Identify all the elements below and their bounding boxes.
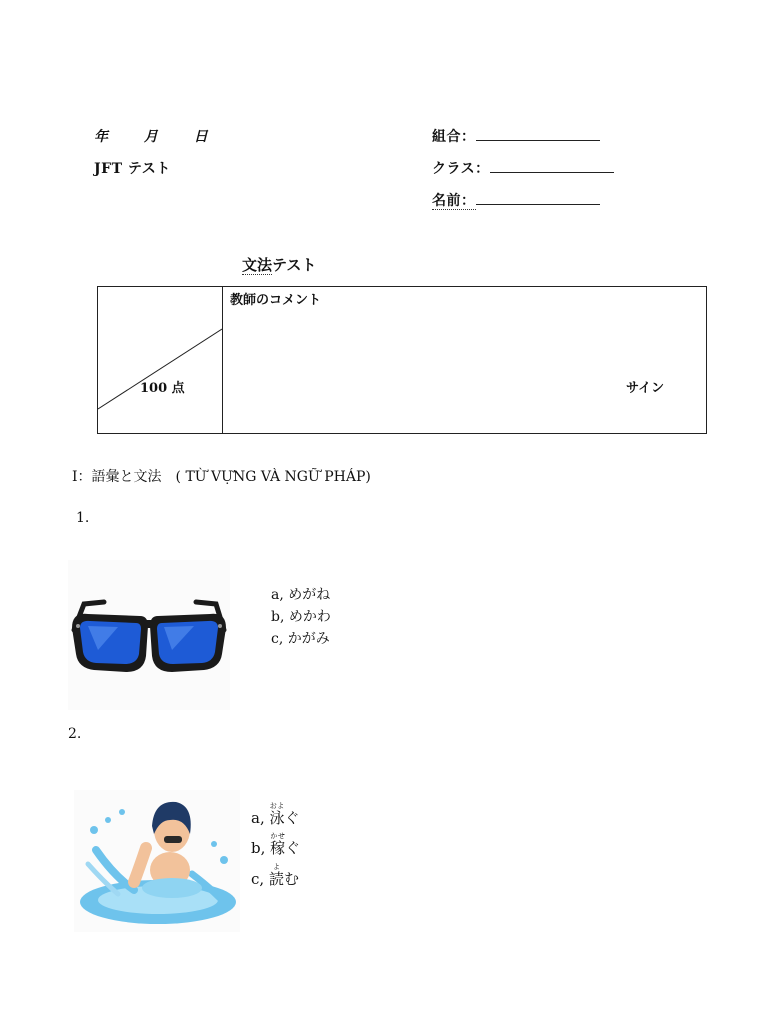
question-2-options [251, 802, 371, 902]
group-field [432, 126, 600, 146]
option-2a[interactable]: a, 泳およぐ [251, 802, 300, 827]
title-grammar: 文法 [242, 256, 273, 274]
date-line [94, 126, 208, 146]
option-2a-letter: a, [251, 809, 265, 827]
option-2c-letter: c, [251, 870, 265, 888]
score-comment-box [97, 286, 707, 434]
option-2a-word: 泳およ [269, 802, 285, 827]
diagonal-line [98, 287, 222, 433]
title-test: テスト [272, 256, 317, 274]
question-1-options [271, 584, 331, 650]
option-1a[interactable]: a, めがね [271, 587, 331, 603]
question-2-number: 2. [68, 726, 82, 742]
option-2c[interactable]: c, 読よむ [251, 863, 299, 888]
name-field [432, 190, 600, 210]
group-label: 組合： [432, 129, 476, 145]
score-label: 100 点 [140, 381, 185, 396]
score-cell [98, 287, 223, 433]
option-2b[interactable]: b, 稼かせぐ [251, 832, 301, 857]
sign-label: サイン [626, 381, 665, 396]
option-1c[interactable]: c, かがみ [271, 631, 330, 647]
sunglasses-image [68, 560, 230, 710]
class-blank[interactable] [490, 160, 614, 173]
date-day: 日 [193, 129, 209, 145]
question-1-number: 1. [76, 510, 90, 526]
page-title [242, 254, 316, 275]
swimmer-image [74, 790, 240, 932]
name-label: 名前： [432, 193, 476, 209]
date-month: 月 [143, 129, 159, 145]
option-2c-word: 読よ [268, 863, 284, 888]
class-field [432, 158, 614, 178]
name-blank[interactable] [476, 192, 600, 205]
date-year: 年 [94, 129, 109, 145]
class-label: クラス： [432, 161, 490, 177]
option-1b[interactable]: b, めかわ [271, 609, 331, 625]
option-2b-word: 稼かせ [270, 832, 286, 857]
test-name: JFT テスト [94, 161, 171, 177]
group-blank[interactable] [476, 128, 600, 141]
section-title: Ⅰ：語彙と文法 ( TỪ VỰNG VÀ NGỮ PHÁP) [72, 469, 371, 485]
teacher-comment-label: 教師のコメント [230, 293, 322, 308]
option-2b-letter: b, [251, 839, 266, 857]
